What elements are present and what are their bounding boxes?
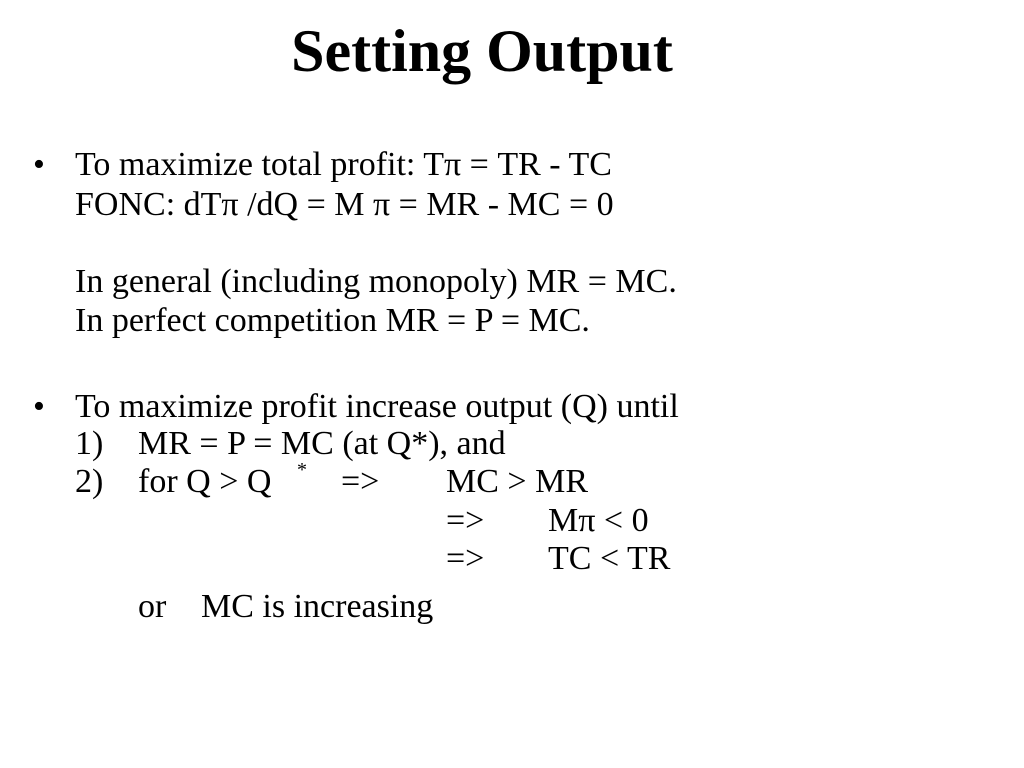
increase-output-line: To maximize profit increase output (Q) until <box>75 388 679 425</box>
implies-arrow: => <box>446 540 485 577</box>
result-mc-greater-mr: MC > MR <box>446 463 588 500</box>
profit-definition-line: To maximize total profit: Tπ = TR - TC <box>75 146 612 183</box>
result-tc-less-tr: TC < TR <box>548 540 671 577</box>
item-2-text: for Q > Q <box>138 463 272 500</box>
item-number: 1) <box>75 425 104 462</box>
perfect-competition-line: In perfect competition MR = P = MC. <box>75 302 590 339</box>
implies-arrow: => <box>446 502 485 539</box>
implies-arrow: => <box>341 463 380 500</box>
item-1-text: MR = P = MC (at Q*), and <box>138 425 506 462</box>
item-number: 2) <box>75 463 104 500</box>
slide-title: Setting Output <box>291 18 673 84</box>
superscript-star: * <box>297 459 307 481</box>
fonc-line: FONC: dTπ /dQ = M π = MR - MC = 0 <box>75 186 614 223</box>
mc-increasing-line: MC is increasing <box>201 588 434 625</box>
general-condition-line: In general (including monopoly) MR = MC. <box>75 263 677 300</box>
bullet-marker: • <box>33 146 45 183</box>
result-marginal-profit: Mπ < 0 <box>548 502 649 539</box>
or-word: or <box>138 588 167 625</box>
bullet-marker: • <box>33 388 45 425</box>
